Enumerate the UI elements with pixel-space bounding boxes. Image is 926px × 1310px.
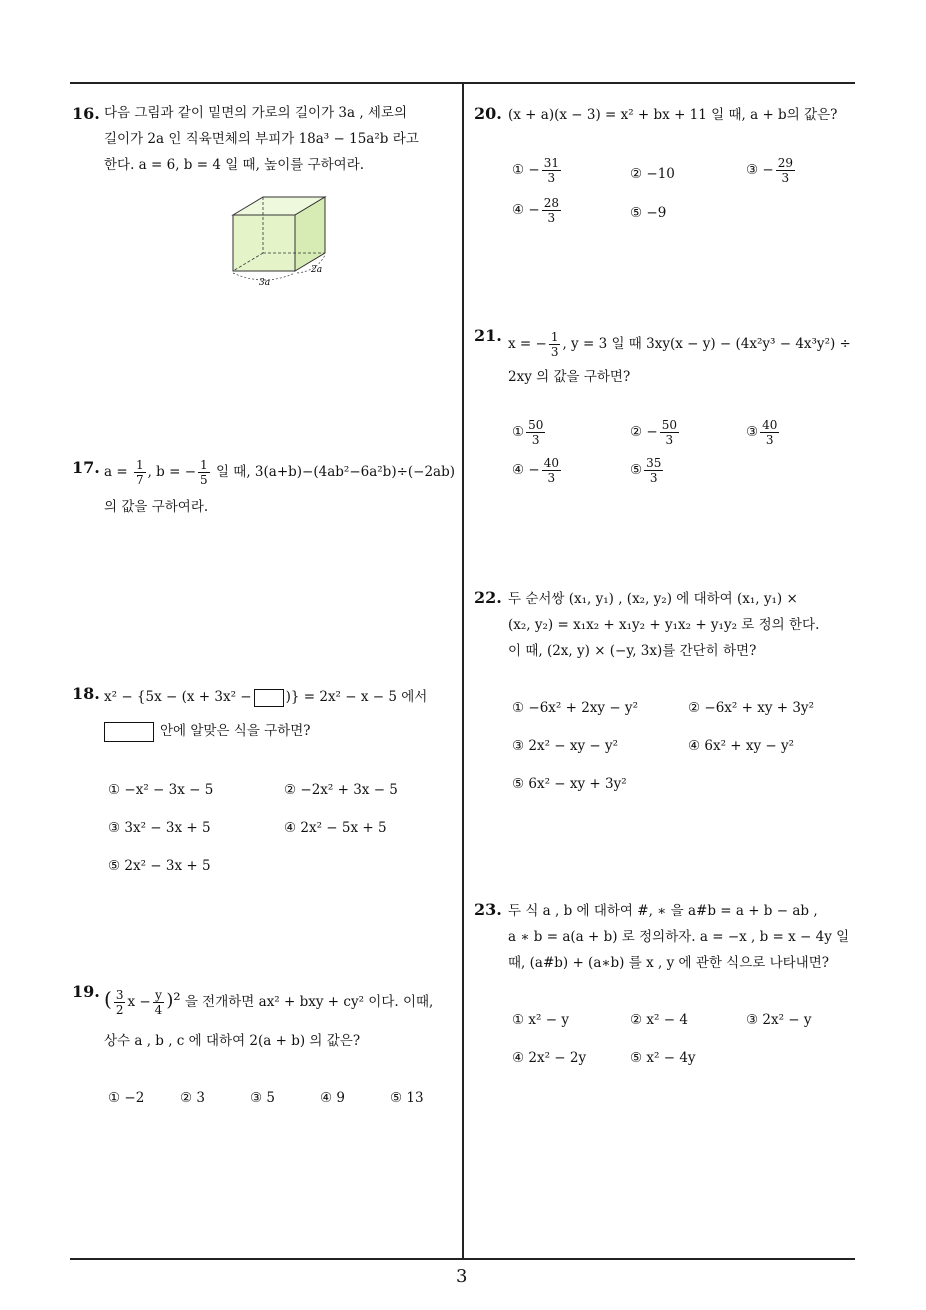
answer-option-1[interactable]: ① − $\frac{31}{3}$ bbox=[512, 156, 559, 185]
answer-option-4[interactable]: ④ 2x² − 2y bbox=[512, 1050, 587, 1066]
answer-option-3[interactable]: ③ 5 bbox=[250, 1090, 275, 1106]
answer-option-3[interactable]: ③ − $\frac{29}{3}$ bbox=[746, 156, 793, 185]
depth-label: 2a bbox=[311, 265, 323, 275]
answer-option-1[interactable]: ① −2 bbox=[108, 1090, 145, 1106]
fraction: $\frac{40}{3}$ bbox=[762, 418, 778, 447]
answer-option-2[interactable]: ② −2x² + 3x − 5 bbox=[284, 782, 398, 798]
fraction: $\frac{1}{3}$ bbox=[550, 330, 559, 359]
question-text-line: 두 식 a , b 에 대하여 #, ∗ 을 a#b = a + b − ab , bbox=[508, 903, 818, 919]
answer-option-5[interactable]: ⑤ x² − 4y bbox=[630, 1050, 696, 1066]
question-text-line: a ∗ b = a(a + b) 로 정의하자. a = −x , b = x − 4y 일 bbox=[508, 929, 850, 945]
q18-expression-start: x² − {5x − (x + 3x² − bbox=[104, 689, 252, 705]
question-number: 16. bbox=[72, 104, 100, 123]
question-text-line: 다음 그림과 같이 밑면의 가로의 길이가 3a , 세로의 bbox=[104, 105, 408, 121]
answer-option-4[interactable]: ④ 2x² − 5x + 5 bbox=[284, 820, 387, 836]
question-text-line: (x₂, y₂) = x₁x₂ + x₁y₂ + y₁x₂ + y₁y₂ 로 정의 한다. bbox=[508, 617, 820, 633]
question-text-line: (x + a)(x − 3) = x² + bx + 11 일 때, a + b의 값은? bbox=[508, 107, 838, 123]
answer-option-4[interactable]: ④ − $\frac{40}{3}$ bbox=[512, 456, 559, 485]
answer-option-2[interactable]: ② − $\frac{50}{3}$ bbox=[630, 418, 677, 447]
fraction: $\frac{31}{3}$ bbox=[543, 156, 559, 185]
answer-option-1[interactable]: ① −x² − 3x − 5 bbox=[108, 782, 214, 798]
q19-expression-tail: 을 전개하면 ax² + bxy + cy² 이다. 이때, bbox=[180, 994, 434, 1010]
fraction: $\frac{y}{4}$ bbox=[154, 988, 163, 1017]
fraction: $\frac{40}{3}$ bbox=[543, 456, 559, 485]
answer-option-2[interactable]: ② 3 bbox=[180, 1090, 205, 1106]
question-text-line: 때, (a#b) + (a∗b) 를 x , y 에 관한 식으로 나타내면? bbox=[508, 955, 830, 971]
fraction: $\frac{50}{3}$ bbox=[661, 418, 677, 447]
question-text-line: 2xy 의 값을 구하면? bbox=[508, 369, 631, 385]
q21-prefix: x = − bbox=[508, 336, 547, 352]
question-number: 23. bbox=[474, 900, 502, 919]
question-text-line: 상수 a , b , c 에 대하여 2(a + b) 의 값은? bbox=[104, 1033, 361, 1049]
fraction: $\frac{28}{3}$ bbox=[543, 196, 559, 225]
answer-option-3[interactable]: ③ 2x² − y bbox=[746, 1012, 812, 1028]
question-text-line: 의 값을 구하여라. bbox=[104, 499, 209, 515]
fraction: $\frac{3}{2}$ bbox=[115, 988, 124, 1017]
q17-expression: 일 때, 3(a+b)−(4ab²−6a²b)÷(−2ab) bbox=[211, 464, 456, 480]
answer-option-3[interactable]: ③ 2x² − xy − y² bbox=[512, 738, 619, 754]
answer-option-1[interactable]: ① −6x² + 2xy − y² bbox=[512, 700, 638, 716]
answer-option-5[interactable]: ⑤ 13 bbox=[390, 1090, 424, 1106]
fraction: $\frac{50}{3}$ bbox=[528, 418, 544, 447]
answer-option-5[interactable]: ⑤ −9 bbox=[630, 205, 667, 221]
question-text-line: 두 순서쌍 (x₁, y₁) , (x₂, y₂) 에 대하여 (x₁, y₁) × bbox=[508, 591, 798, 607]
q18-expression-end: )} = 2x² − x − 5 에서 bbox=[285, 689, 428, 705]
width-label: 3a bbox=[259, 278, 271, 288]
question-text-line: 이 때, (2x, y) × (−y, 3x)를 간단히 하면? bbox=[508, 643, 757, 659]
question-text-line: 길이가 2a 인 직육면체의 부피가 18a³ − 15a²b 라고 bbox=[104, 131, 419, 147]
answer-option-5[interactable]: ⑤ 6x² − xy + 3y² bbox=[512, 776, 627, 792]
answer-option-5[interactable]: ⑤ 2x² − 3x + 5 bbox=[108, 858, 211, 874]
question-number: 19. bbox=[72, 982, 100, 1001]
question-number: 20. bbox=[474, 104, 502, 123]
answer-option-2[interactable]: ② −10 bbox=[630, 166, 675, 182]
q19-expression-mid: x − bbox=[127, 994, 151, 1010]
q17-a-prefix: a = bbox=[104, 464, 132, 480]
question-number: 21. bbox=[474, 326, 502, 345]
question-number: 22. bbox=[474, 588, 502, 607]
answer-option-1[interactable]: ① x² − y bbox=[512, 1012, 569, 1028]
q21-expression: , y = 3 일 때 3xy(x − y) − (4x²y³ − 4x³y²) ÷ bbox=[562, 336, 851, 352]
answer-option-4[interactable]: ④ 9 bbox=[320, 1090, 345, 1106]
fraction: $\frac{1}{7}$ bbox=[135, 458, 144, 487]
fraction: $\frac{35}{3}$ bbox=[646, 456, 662, 485]
blank-box bbox=[254, 689, 284, 707]
fraction: $\frac{29}{3}$ bbox=[777, 156, 793, 185]
question-number: 18. bbox=[72, 684, 100, 703]
page-number: 3 bbox=[456, 1266, 468, 1287]
answer-option-2[interactable]: ② −6x² + xy + 3y² bbox=[688, 700, 814, 716]
answer-option-4[interactable]: ④ − $\frac{28}{3}$ bbox=[512, 196, 559, 225]
q17-b-prefix: , b = − bbox=[147, 464, 197, 480]
column-divider bbox=[462, 82, 464, 1259]
answer-option-1[interactable]: ① $\frac{50}{3}$ bbox=[512, 418, 544, 447]
cuboid-figure bbox=[225, 193, 335, 288]
answer-option-5[interactable]: ⑤ $\frac{35}{3}$ bbox=[630, 456, 662, 485]
answer-option-3[interactable]: ③ $\frac{40}{3}$ bbox=[746, 418, 778, 447]
question-number: 17. bbox=[72, 458, 100, 477]
fraction: $\frac{1}{5}$ bbox=[200, 458, 208, 487]
answer-option-4[interactable]: ④ 6x² + xy − y² bbox=[688, 738, 795, 754]
question-text-line: 한다. a = 6, b = 4 일 때, 높이를 구하여라. bbox=[104, 157, 365, 173]
answer-option-3[interactable]: ③ 3x² − 3x + 5 bbox=[108, 820, 211, 836]
answer-option-2[interactable]: ② x² − 4 bbox=[630, 1012, 688, 1028]
question-text-line: 안에 알맞은 식을 구하면? bbox=[160, 723, 311, 739]
close-paren: )² bbox=[166, 990, 181, 1011]
open-paren: ( bbox=[104, 987, 112, 1011]
blank-box bbox=[104, 722, 154, 742]
bottom-rule bbox=[70, 1258, 855, 1260]
